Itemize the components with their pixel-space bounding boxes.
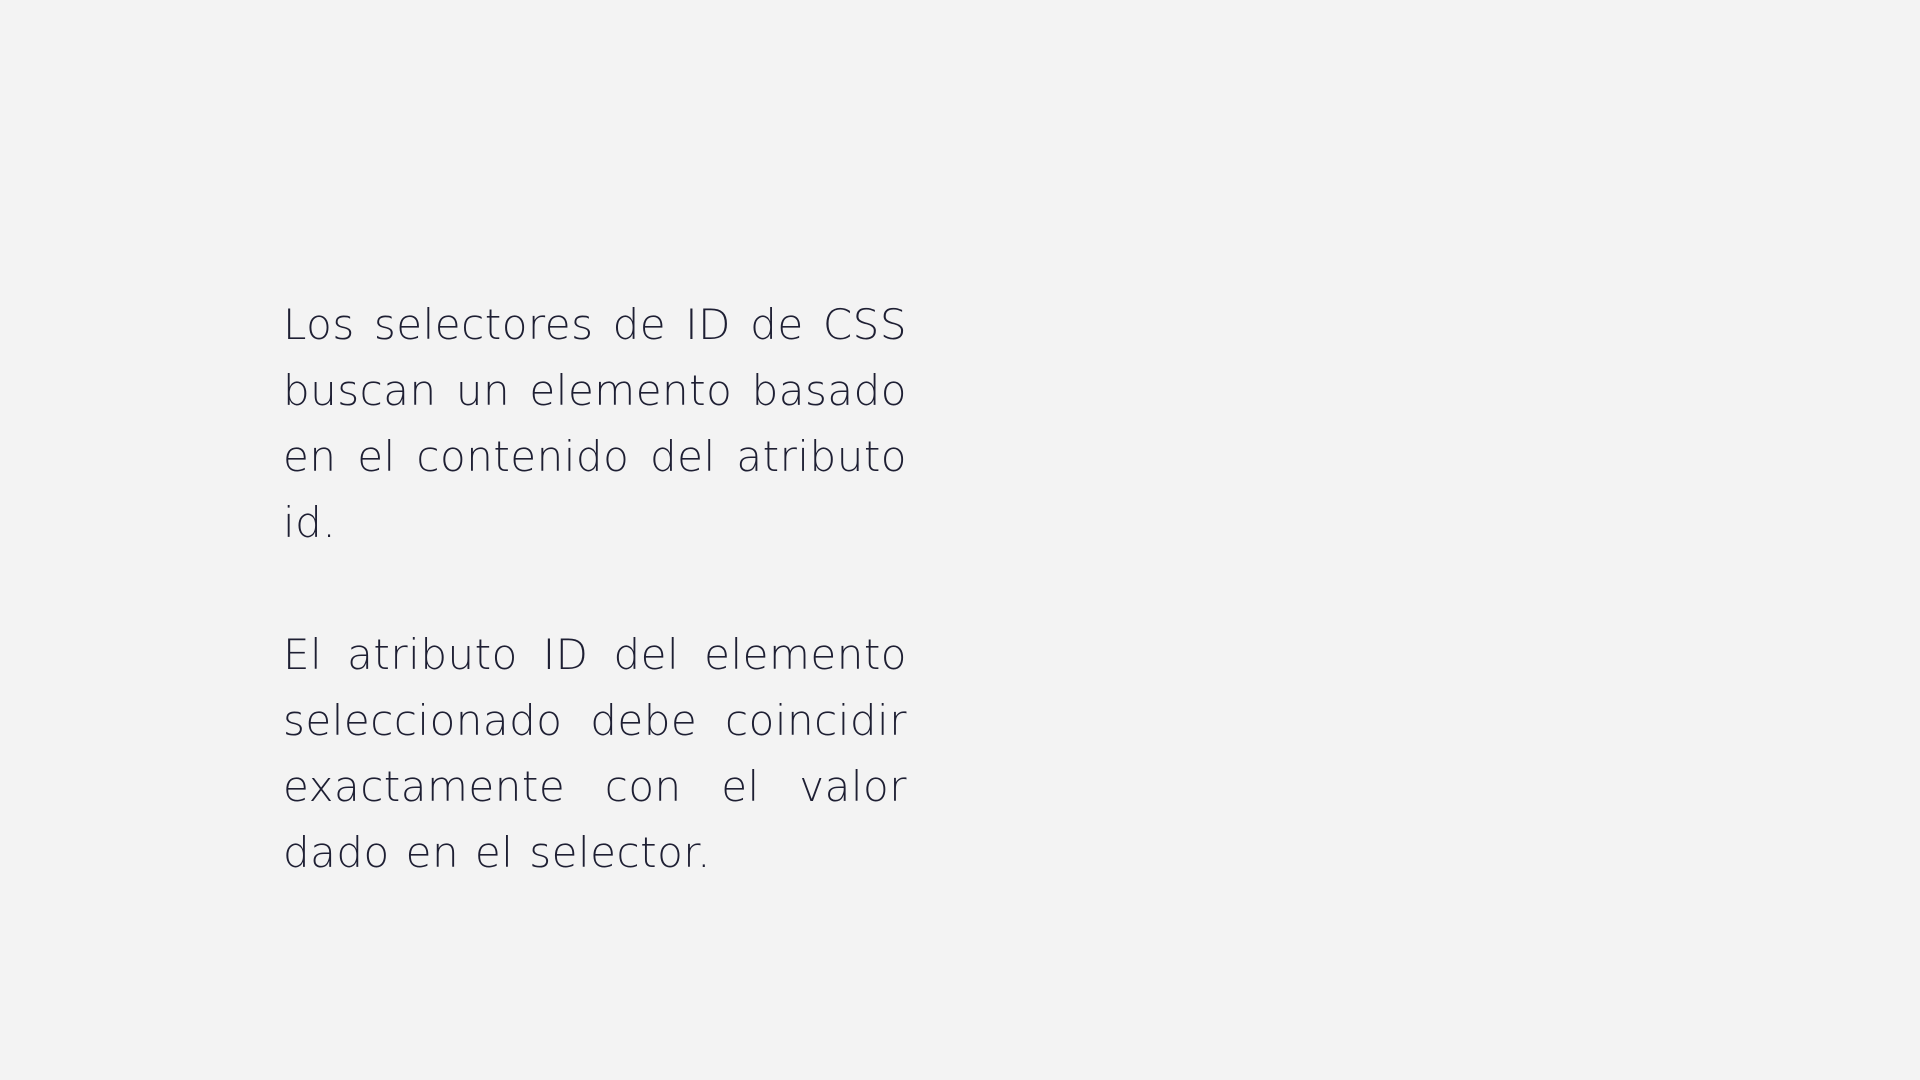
paragraph-id-match-rule: El atributo ID del elemento seleccionado debe coincidir exactamente con el valor dado en el selector. [283,630,907,877]
text-block [283,292,907,886]
paragraph-id-selector-intro: Los selectores de ID de CSS buscan un elemento basado en el contenido del atributo id. [283,300,907,547]
